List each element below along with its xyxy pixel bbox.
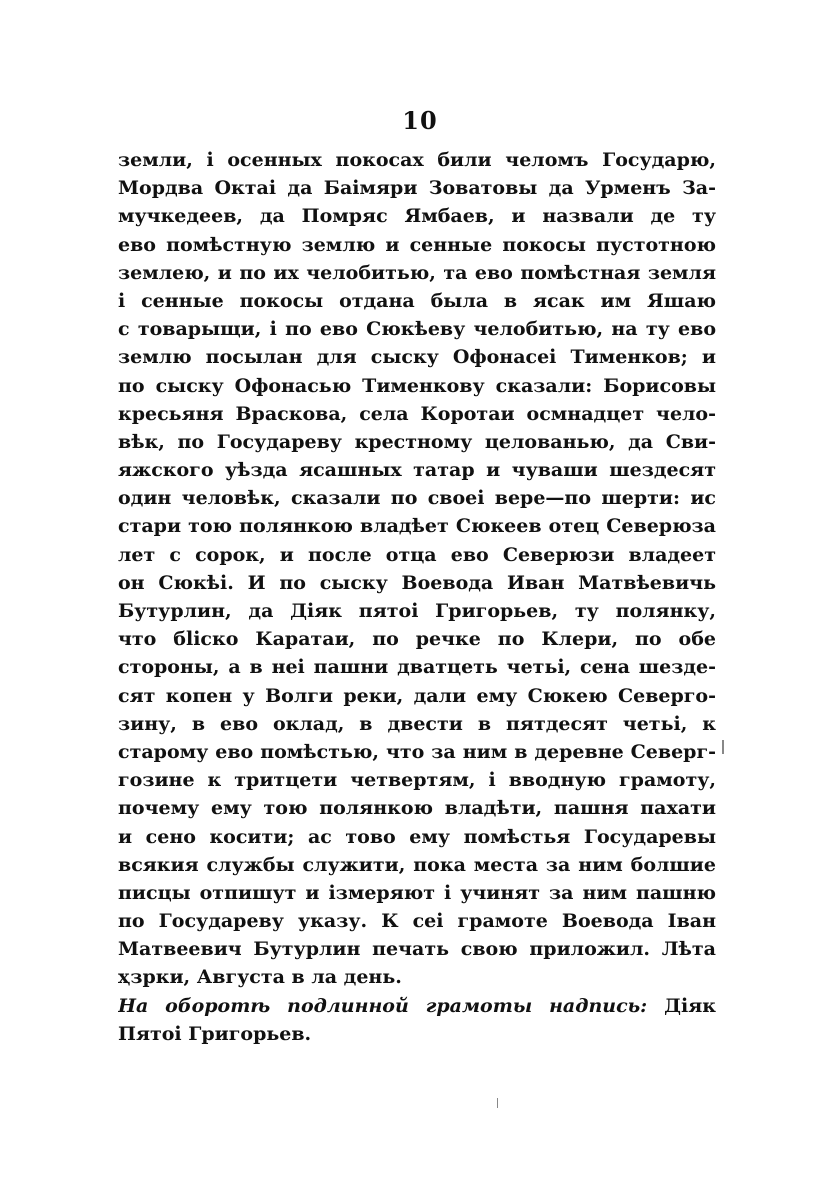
text-line: Бутурлин, да Діяк пятоі Григорьев, ту полянку, (118, 600, 716, 622)
text-line: сят копен у Волги реки, дали ему Сюкею Северго- (118, 684, 716, 707)
text-line: по Государеву указу. К сеі грамоте Воевода Іван (118, 910, 716, 933)
text-line: зину, в ево оклад, в двести в пятдесят четьі, к (118, 712, 716, 735)
text-line: один человѣк, сказали по своеі вере—по шерти: ис (118, 487, 716, 510)
text-line: земли, і осенных покосах били челомъ Государю, (118, 149, 716, 171)
reverse-inscription-line (118, 992, 716, 1020)
scan-speck (497, 1098, 498, 1108)
text-line: ево помѣстную землю и сенные покосы пустотною (118, 233, 716, 256)
text-line: ҳзрки, Августа в ла день. (118, 966, 402, 989)
text-line: почему ему тою полянкою владѣти, пашня пахати (118, 797, 716, 820)
text-line: стари тою полянкою владѣет Сюкеев отец Северюза (118, 515, 716, 538)
reverse-inscription-label: На оборотѣ подлинной грамоты надпись: (118, 994, 648, 1017)
text-line: лет с сорок, и после отца ево Северюзи владеет (118, 543, 716, 566)
text-line: мучкедеев, да Помряс Ямбаев, и назвали де ту (118, 205, 716, 228)
body-text (118, 146, 716, 1048)
reverse-inscription-signature: Пятоі Григорьев. (118, 1022, 312, 1045)
text-line: писцы отпишут и ізмеряют і учинят за ним пашню (118, 881, 716, 904)
text-line: кресьяня Враскова, села Коротаи осмнадцет чело- (118, 402, 716, 425)
text-line: старому ево помѣстью, что за ним в деревне Северг- (118, 740, 716, 763)
page-number: 10 (402, 106, 438, 135)
text-line: гозине к тритцети четвертям, і вводную грамоту, (118, 769, 716, 792)
text-line: Мордва Октаі да Баімяри Зоватовы да Урменъ За- (118, 177, 716, 200)
scan-speck (722, 740, 724, 754)
text-line: по сыску Офонасью Тименкову сказали: Борисовы (118, 374, 716, 397)
text-line: яжского уѣзда ясашных татар и чуваши шездесят (118, 459, 716, 482)
reverse-inscription-text: Діяк (664, 994, 716, 1017)
text-line: он Сюкѣі. И по сыску Воевода Иван Матвѣевичь (118, 571, 716, 594)
text-line: что бliско Каратаи, по речке по Клери, по обе (118, 628, 716, 651)
text-line: всякия службы служити, пока места за ним болшие (118, 853, 716, 876)
text-line: и сено косити; ас тово ему помѣстья Государевы (118, 825, 716, 848)
text-line: землею, и по их челобитью, та ево помѣстная земля (118, 261, 716, 284)
text-line: вѣк, по Государеву крестному целованью, да Сви- (118, 430, 716, 453)
text-line: землю посылан для сыску Офонасеі Тименков; и (118, 346, 716, 369)
text-line: стороны, а в неі пашни дватцеть четьі, сена шезде- (118, 656, 716, 679)
text-line: і сенные покосы отдана была в ясак им Яшаю (118, 289, 716, 312)
text-line: Матвеевич Бутурлин печать свою приложил. Лѣта (118, 938, 716, 961)
text-line: с товарыщи, і по ево Сюкѣеву челобитью, на ту ево (118, 318, 716, 341)
